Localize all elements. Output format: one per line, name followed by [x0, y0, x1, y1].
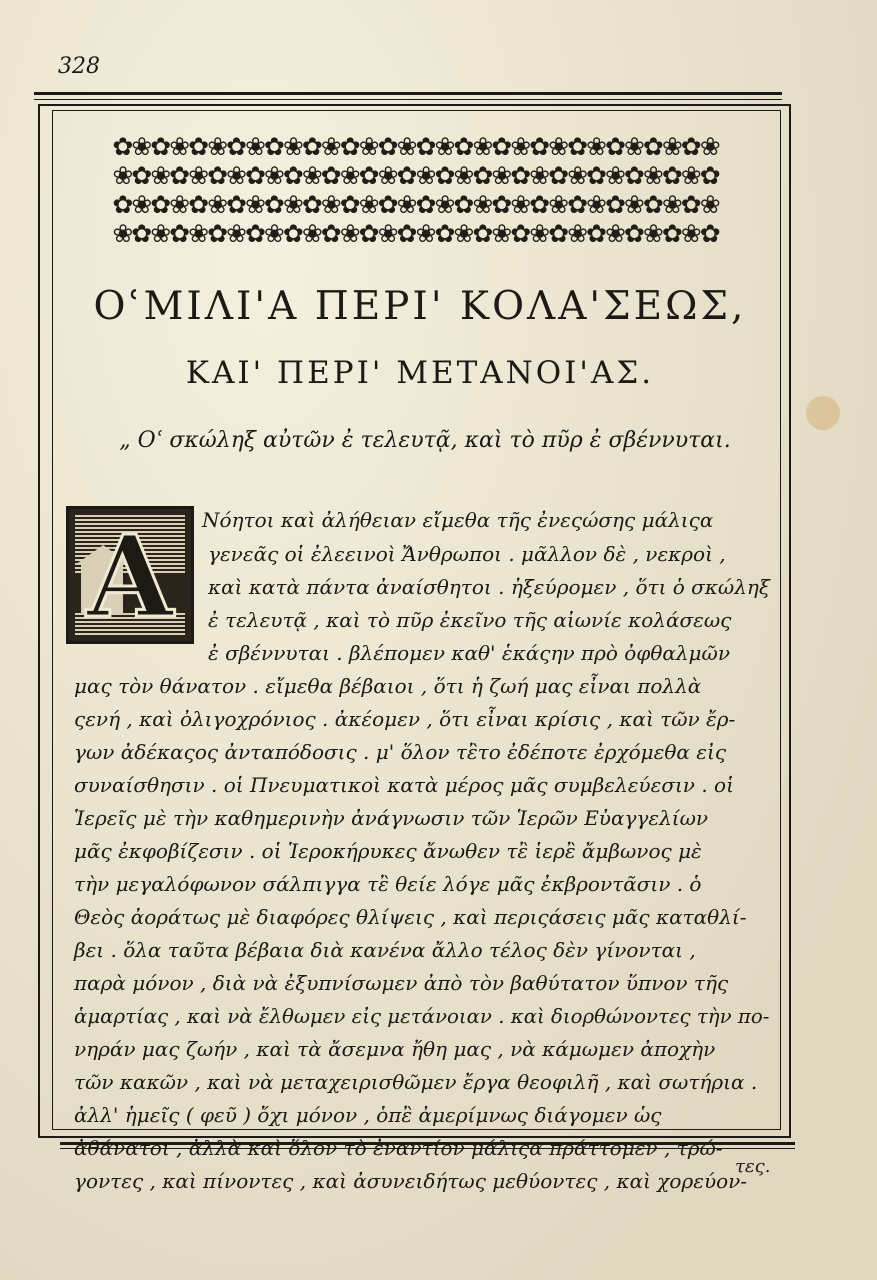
text-line: ἁμαρτίας , καὶ νὰ ἔλθωμεν εἰς μετάνοιαν . καὶ διορθώνοντες τὴν πο- [74, 1004, 770, 1028]
bottom-rule [60, 1142, 795, 1145]
text-line: ἐ σβέννυται . βλέπομεν καθ' ἑκάςην πρὸ ὀφθαλμῶν [208, 641, 731, 665]
text-line: καὶ κατὰ πάντα ἀναίσθητοι . ἠξεύρομεν , ὅτι ὁ σκώληξ [208, 575, 770, 599]
text-line: ςενή , καὶ ὀλιγοχρόνιος . ἀκέομεν , ὅτι εἶναι κρίσις , καὶ τῶν ἔρ- [74, 707, 736, 731]
text-line: γων ἀδέκαςος ἀνταπόδοσις . μ' ὅλον τἒτο ἐδέποτε ἐρχόμεθα εἰς [74, 740, 727, 764]
text-line: γενεᾶς οἱ ἐλεεινοὶ Ἄνθρωποι . μᾶλλον δὲ , νεκροὶ , [208, 542, 726, 566]
text-line: Ἱερεῖς μὲ τὴν καθημερινὴν ἀνάγνωσιν τῶν Ἱερῶν Εὐαγγελίων [74, 806, 709, 830]
top-rule-thin [34, 99, 782, 100]
page-number: 328 [58, 54, 100, 79]
paper-stain [806, 396, 840, 430]
ornamental-headpiece: ✿❀✿❀✿❀✿❀✿❀✿❀✿❀✿❀✿❀✿❀✿❀✿❀✿❀✿❀✿❀✿❀ ❀✿❀✿❀✿❀✿❀✿❀✿❀✿❀✿❀✿❀✿❀✿❀✿❀✿❀✿❀✿❀✿ ✿❀✿❀✿❀✿❀✿❀✿❀✿❀✿❀✿❀✿❀✿❀✿❀✿❀✿❀✿❀✿❀ ❀✿❀✿❀✿❀✿❀✿❀✿❀✿❀✿❀✿❀✿❀✿❀✿❀✿❀✿❀✿❀✿ [112, 132, 719, 248]
text-line: Θεὸς ἀοράτως μὲ διαφόρες θλίψεις , καὶ περιςάσεις μᾶς καταθλί- [74, 905, 747, 929]
homily-subtitle: ΚΑΙ' ΠΕΡΙ' ΜΕΤΑΝΟΙ'ΑΣ. [185, 355, 655, 391]
text-line: βει . ὅλα ταῦτα βέβαια διὰ κανένα ἄλλο τέλος δὲν γίνονται , [74, 938, 696, 962]
text-line: Νόητοι καὶ ἀλήθειαν εἴμεθα τῆς ἐνεςώσης μάλιςα [202, 508, 714, 532]
text-line: τὴν μεγαλόφωνον σάλπιγγα τἒ θείε λόγε μᾶς ἐκβροντᾶσιν . ὁ [74, 872, 702, 896]
text-line: τῶν κακῶν , καὶ νὰ μεταχειρισθῶμεν ἔργα θεοφιλῆ , καὶ σωτήρια . [74, 1070, 758, 1094]
text-line: μας τὸν θάνατον . εἴμεθα βέβαιοι , ὅτι ἡ ζωή μας εἶναι πολλὰ [74, 674, 702, 698]
bottom-rule-thin [60, 1148, 795, 1149]
text-line: ἐ τελευτᾷ , καὶ τὸ πῦρ ἐκεῖνο τῆς αἰωνίε κολάσεως [208, 608, 732, 632]
text-line: μᾶς ἐκφοβίζεσιν . οἱ Ἱεροκήρυκες ἄνωθεν τἒ ἱερἒ ἄμβωνος μὲ [74, 839, 702, 863]
initial-letter: A [86, 512, 174, 643]
epigraph-quote: „ Οʿ σκώληξ αὐτῶν ἐ τελευτᾷ, καὶ τὸ πῦρ ἐ σβέννυται. [119, 428, 731, 453]
text-line: νηράν μας ζωήν , καὶ τὰ ἄσεμνα ἤθη μας , νὰ κάμωμεν ἀποχὴν [74, 1037, 716, 1061]
text-line: γοντες , καὶ πίνοντες , καὶ ἀσυνειδήτως μεθύοντες , καὶ χορεύον- [74, 1169, 748, 1193]
text-line: ἀθάνατοι , ἀλλὰ καὶ ὅλον τὸ ἐναντίον μάλιςα πράττομεν , τρώ- [74, 1136, 723, 1160]
text-line: παρὰ μόνον , διὰ νὰ ἐξυπνίσωμεν ἀπὸ τὸν βαθύτατον ὕπνον τῆς [74, 971, 729, 995]
catchword: τες. [735, 1156, 771, 1177]
homily-title: ΟʿΜΙΛΙ'Α ΠΕΡΙ' ΚΟΛΑ'ΣΕΩΣ, [93, 284, 747, 329]
decorated-initial [66, 506, 194, 644]
text-line: συναίσθησιν . οἱ Πνευματικοὶ κατὰ μέρος μᾶς συμβελεύεσιν . οἱ [74, 773, 734, 797]
top-rule [34, 92, 782, 95]
text-line: ἀλλ' ἡμεῖς ( φεῦ ) ὄχι μόνον , ὁπἒ ἀμερίμνως διάγομεν ὡς [74, 1103, 662, 1127]
